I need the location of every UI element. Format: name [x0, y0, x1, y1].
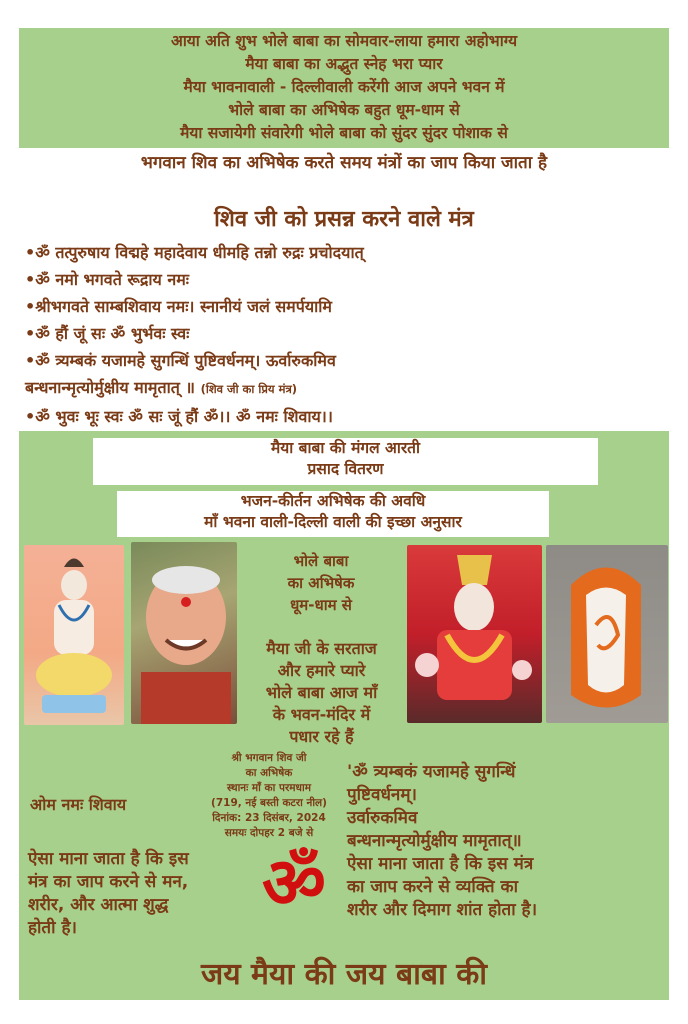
shiva-statue-image [24, 545, 124, 725]
mantra-line: शरीर और दिमाग शांत होता है। [347, 900, 538, 920]
mantra-line: का जाप करने से व्यक्ति का [347, 877, 518, 897]
detail-line: दिनांक: 23 दिसंबर, 2024 [212, 812, 326, 824]
detail-line: का अभिषेक [245, 767, 293, 779]
caption-line: मैया जी के सरताज [266, 639, 377, 658]
mantra-item: •ॐ नमो भगवते रूद्राय नमः [25, 270, 189, 289]
mantra-line: उर्वारुकमिव [347, 808, 418, 828]
mid-caption-bottom [239, 638, 404, 748]
bhajan-line: भजन-कीर्तन अभिषेक की अवधि [240, 492, 426, 510]
caption-line: पधार रहे हैं [289, 727, 354, 746]
caption-line: का अभिषेक [287, 574, 355, 592]
caption-line: धूम-धाम से [290, 596, 352, 614]
header-line: भोले बाबा का अभिषेक बहुत धूम-धाम से [228, 101, 460, 119]
detail-line: श्री भगवान शिव जी [231, 752, 307, 764]
detail-line: स्थानः माँ का परमधाम [227, 782, 311, 794]
shiva-rangoli-image [546, 545, 668, 723]
mantra-item: •ॐ हौं जूं सः ॐ भुर्भवः स्वः [25, 324, 190, 343]
om-icon: ॐ [262, 842, 326, 924]
caption-line: के भवन-मंदिर में [272, 705, 371, 724]
header-line: मैया भावनावाली - दिल्लीवाली करेंगी आज अपने भवन में [183, 78, 505, 96]
poster [19, 28, 669, 1000]
paragraph-line: होती है। [28, 918, 77, 938]
paragraph-line: शरीर, और आत्मा शुद्ध [28, 895, 169, 915]
portrait-icon [131, 542, 237, 724]
right-mantra [347, 761, 665, 922]
event-details [169, 751, 369, 841]
mantra-list [25, 239, 665, 430]
caption-line: और हमारे प्यारे [277, 661, 366, 680]
bhajan-line: माँ भवना वाली-दिल्ली वाली की इच्छा अनुसार [204, 513, 462, 531]
caption-line: भोले बाबा आज माँ [265, 683, 378, 702]
mantra-line: पुष्टिवर्धनम्। [347, 785, 417, 805]
aarti-line: मैया बाबा की मंगल आरती [270, 439, 421, 457]
mantra-note: (शिव जी का प्रिय मंत्र) [200, 382, 298, 396]
detail-line: (719, नई बस्ती कटरा नील) [211, 797, 327, 809]
left-paragraph [28, 848, 300, 940]
intro-line: भगवान शिव का अभिषेक करते समय मंत्रों का जाप किया जाता है [140, 153, 548, 173]
header-line: मैया बाबा का अद्भुत स्नेह भरा प्यार [245, 55, 443, 73]
mantra-item [25, 374, 665, 403]
devotee-portrait-image [131, 542, 237, 724]
paragraph-line: मंत्र का जाप करने से मन, [28, 872, 189, 892]
rangoli-icon [546, 545, 668, 723]
detail-line: समयः दोपहर 2 बजे से [224, 827, 314, 839]
mantra-line: 'ॐ त्र्यम्बकं यजामहे सुगन्धिं [347, 762, 516, 782]
caption-line: भोले बाबा [293, 552, 349, 570]
bhajan-box [117, 491, 549, 537]
mantra-item: •ॐ त्र्यम्बकं यजामहे सुगन्धिं पुष्टिवर्धनम्। ऊर्वारुकमिव [25, 351, 336, 370]
aarti-box [93, 438, 598, 485]
mantra-item: •ॐ भुवः भूः स्वः ॐ सः जूं हौं ॐ।। ॐ नमः शिवाय।। [25, 407, 333, 426]
mantra-heading: शिव जी को प्रसन्न करने वाले मंत्र [214, 207, 474, 232]
header-line: मैया सजायेगी संवारेगी भोले बाबा को सुंदर सुंदर पोशाक से [180, 124, 508, 142]
mantra-item: •श्रीभगवते साम्बशिवाय नमः। स्नानीयं जलं समर्पयामि [25, 297, 332, 316]
paragraph-line: ऐसा माना जाता है कि इस [28, 849, 189, 869]
mantra-panel [19, 148, 669, 431]
mantra-text: बन्धनान्मृत्योर्मुक्षीय मामृतात् ॥ [25, 378, 196, 397]
mid-caption-top [251, 550, 391, 616]
header-block [19, 30, 669, 145]
header-line: आया अति शुभ भोले बाबा का सोमवार-लाया हमारा अहोभाग्य [170, 32, 518, 50]
footer-slogan: जय मैया की जय बाबा की [200, 957, 488, 992]
mantra-line: ऐसा माना जाता है कि इस मंत्र [347, 854, 534, 874]
mantra-item: •ॐ तत्पुरुषाय विद्महे महादेवाय धीमहि तन्नो रुद्रः प्रचोदयात् [25, 243, 364, 262]
shiva-statue-icon [24, 545, 124, 725]
shivling-decor-image [407, 545, 542, 723]
aarti-line: प्रसाद वितरण [307, 460, 384, 478]
mantra-line: बन्धनान्मृत्योर्मुक्षीय मामृतात्॥ [347, 831, 522, 851]
deity-decor-icon [407, 545, 542, 723]
om-namah-shivaya: ओम नमः शिवाय [30, 795, 127, 814]
